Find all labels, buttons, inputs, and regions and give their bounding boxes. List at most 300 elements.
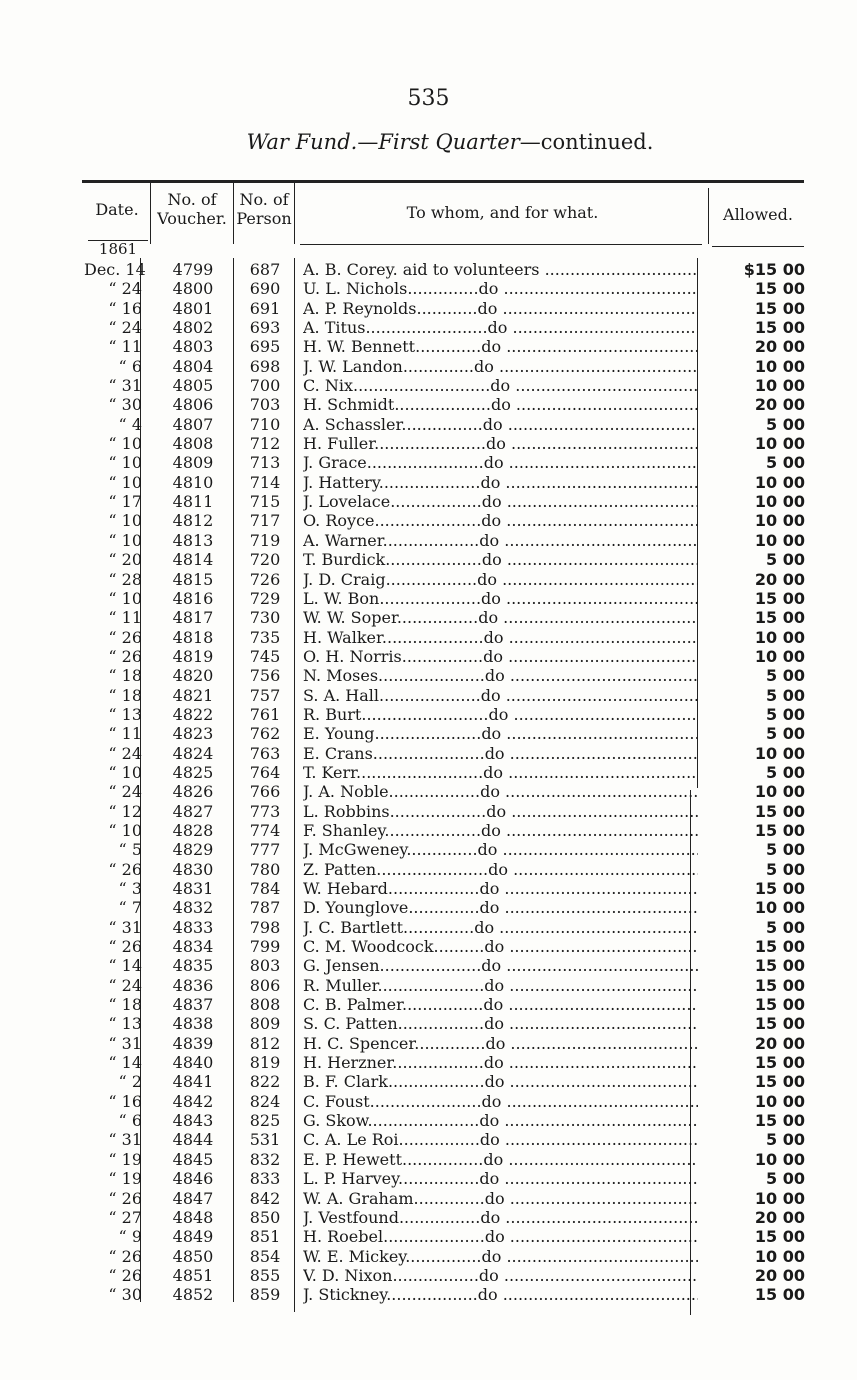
cell-person: 695 [249, 337, 281, 357]
cell-allowed: 10 00 [754, 472, 805, 492]
cell-name: H. W. Bennett.............do ..... [303, 337, 698, 356]
cell-name: T. Burdick...................do ..... [303, 550, 698, 569]
column-divider [708, 188, 709, 244]
cell-person: 762 [249, 724, 281, 744]
cell-name: A. B. Corey. aid to volunteers ..... [303, 260, 698, 279]
cell-voucher: 4822 [172, 704, 214, 724]
cell-date: Dec. 14 [84, 260, 146, 279]
cell-name: J. Hattery....................do ..... [303, 473, 698, 492]
cell-voucher: 4846 [172, 1169, 214, 1189]
cell-voucher: 4845 [172, 1149, 214, 1169]
cell-allowed: 5 00 [766, 840, 805, 860]
cell-date: “ 13 [108, 1014, 142, 1034]
cell-voucher: 4817 [172, 608, 214, 628]
cell-person: 859 [249, 1285, 281, 1305]
cell-person: 763 [249, 743, 281, 763]
header-date: Date. [95, 200, 139, 219]
cell-person: 780 [249, 859, 281, 879]
cell-allowed: 20 00 [754, 1033, 805, 1053]
header-underline [300, 244, 702, 245]
cell-allowed: 15 00 [754, 1285, 805, 1305]
cell-person: 713 [249, 453, 281, 473]
cell-date: “ 16 [108, 298, 142, 318]
table-row [0, 782, 857, 801]
table-row [0, 1111, 857, 1130]
cell-voucher: 4814 [172, 550, 214, 570]
table-row [0, 860, 857, 879]
table-row [0, 1208, 857, 1227]
cell-name: J. C. Bartlett..............do ..... [303, 918, 698, 937]
cell-date: “ 16 [108, 1091, 142, 1111]
cell-voucher: 4850 [172, 1246, 214, 1266]
table-row [0, 1150, 857, 1169]
cell-date: “ 27 [108, 1207, 142, 1227]
cell-voucher: 4811 [172, 492, 214, 512]
cell-person: 729 [249, 588, 281, 608]
table-top-rule [82, 180, 804, 183]
cell-allowed: 5 00 [766, 1169, 805, 1189]
cell-voucher: 4821 [172, 685, 214, 705]
cell-person: 715 [249, 492, 281, 512]
header-voucher-line2: Voucher. [157, 209, 227, 228]
cell-voucher: 4820 [172, 666, 214, 686]
cell-date: “ 2 [118, 1072, 142, 1092]
cell-name: O. Royce.....................do ..... [303, 511, 698, 530]
table-row [0, 1247, 857, 1266]
cell-name: G. Skow......................do ..... [303, 1111, 698, 1130]
cell-date: “ 31 [108, 917, 142, 937]
cell-person: 784 [249, 879, 281, 898]
cell-name: H. Schmidt...................do ..... [303, 395, 698, 414]
cell-name: J. Grace.......................do ..... [303, 453, 698, 472]
cell-date: “ 10 [108, 530, 142, 550]
cell-person: 726 [249, 569, 281, 589]
title-dash: — [357, 130, 379, 154]
cell-allowed: 5 00 [766, 704, 805, 724]
cell-name: U. L. Nichols..............do ..... [303, 279, 698, 298]
cell-voucher: 4804 [172, 356, 214, 376]
cell-date: “ 11 [108, 724, 142, 744]
cell-allowed: 10 00 [754, 376, 805, 396]
cell-voucher: 4802 [172, 318, 214, 338]
cell-person: 806 [249, 975, 281, 995]
cell-name: H. C. Spencer..............do ..... [303, 1034, 698, 1053]
cell-name: A. P. Reynolds............do ..... [303, 299, 698, 318]
table-row [0, 821, 857, 840]
cell-date: “ 31 [108, 376, 142, 396]
cell-allowed: 10 00 [754, 356, 805, 376]
cell-date: “ 19 [108, 1169, 142, 1189]
cell-name: R. Burt.........................do ..... [303, 705, 698, 724]
cell-voucher: 4852 [172, 1285, 214, 1305]
table-row [0, 608, 857, 627]
cell-date: “ 28 [108, 569, 142, 589]
cell-voucher: 4834 [172, 937, 214, 957]
cell-name: A. Warner...................do ..... [303, 531, 698, 550]
cell-name: E. P. Hewett................do ..... [303, 1150, 698, 1169]
cell-name: E. Crans......................do ..... [303, 744, 698, 763]
table-row [0, 1227, 857, 1246]
cell-date: “ 14 [108, 1053, 142, 1073]
cell-person: 761 [249, 704, 281, 724]
table-row [0, 956, 857, 975]
cell-name: O. H. Norris................do ..... [303, 647, 698, 666]
table-row [0, 260, 857, 279]
cell-voucher: 4810 [172, 472, 214, 492]
cell-person: 854 [249, 1246, 281, 1266]
table-row [0, 647, 857, 666]
cell-person: 698 [249, 356, 281, 376]
cell-voucher: 4842 [172, 1091, 214, 1111]
table-row [0, 589, 857, 608]
cell-person: 712 [249, 434, 281, 454]
table-row [0, 802, 857, 821]
table-row [0, 318, 857, 337]
cell-person: 773 [249, 801, 281, 821]
cell-voucher: 4851 [172, 1265, 214, 1285]
cell-voucher: 4813 [172, 530, 214, 550]
cell-allowed: 10 00 [754, 1091, 805, 1111]
cell-name: J. Lovelace..................do ..... [303, 492, 698, 511]
cell-person: 787 [249, 898, 281, 918]
cell-voucher: 4831 [172, 879, 214, 898]
cell-person: 833 [249, 1169, 281, 1189]
column-divider [150, 182, 151, 244]
cell-voucher: 4819 [172, 646, 214, 666]
cell-person: 745 [249, 646, 281, 666]
cell-allowed: 15 00 [754, 279, 805, 299]
table-row [0, 995, 857, 1014]
table-row [0, 279, 857, 298]
table-row [0, 724, 857, 743]
cell-voucher: 4849 [172, 1227, 214, 1247]
cell-allowed: 10 00 [754, 492, 805, 512]
cell-date: “ 24 [108, 743, 142, 763]
cell-name: J. A. Noble..................do ..... [303, 782, 698, 801]
cell-voucher: 4840 [172, 1053, 214, 1073]
cell-person: 808 [249, 995, 281, 1015]
cell-name: F. Shanley...................do ..... [303, 821, 698, 840]
cell-person: 777 [249, 840, 281, 860]
cell-date: “ 12 [108, 801, 142, 821]
table-row [0, 1092, 857, 1111]
table-row [0, 705, 857, 724]
table-row [0, 1266, 857, 1285]
cell-person: 719 [249, 530, 281, 550]
cell-name: N. Moses.....................do ..... [303, 666, 698, 685]
cell-date: “ 10 [108, 472, 142, 492]
table-row [0, 1072, 857, 1091]
cell-person: 774 [249, 820, 281, 840]
cell-allowed: 10 00 [754, 1246, 805, 1266]
cell-allowed: 5 00 [766, 666, 805, 686]
cell-date: “ 26 [108, 1265, 142, 1285]
cell-person: 824 [249, 1091, 281, 1111]
column-divider [294, 182, 295, 244]
table-row [0, 1053, 857, 1072]
cell-date: “ 10 [108, 820, 142, 840]
cell-voucher: 4827 [172, 801, 214, 821]
header-person [235, 190, 293, 228]
cell-allowed: 15 00 [754, 975, 805, 995]
cell-date: “ 24 [108, 318, 142, 338]
header-voucher-line1: No. of [167, 190, 217, 209]
table-row [0, 473, 857, 492]
cell-voucher: 4806 [172, 395, 214, 415]
cell-date: “ 13 [108, 704, 142, 724]
cell-voucher: 4815 [172, 569, 214, 589]
cell-date: “ 26 [108, 1246, 142, 1266]
cell-allowed: 5 00 [766, 762, 805, 782]
cell-date: “ 31 [108, 1033, 142, 1053]
table-row [0, 492, 857, 511]
cell-allowed: 15 00 [754, 298, 805, 318]
cell-date: “ 24 [108, 279, 142, 299]
table-row [0, 511, 857, 530]
cell-allowed: 10 00 [754, 782, 805, 802]
cell-name: J. W. Landon..............do ..... [303, 357, 698, 376]
cell-voucher: 4825 [172, 762, 214, 782]
cell-voucher: 4812 [172, 511, 214, 531]
cell-date: “ 6 [118, 1111, 142, 1131]
cell-allowed: 15 00 [754, 1227, 805, 1247]
cell-person: 720 [249, 550, 281, 570]
cell-name: D. Younglove..............do ..... [303, 898, 698, 917]
cell-name: E. Young.....................do ..... [303, 724, 698, 743]
title-fund: War Fund. [246, 130, 358, 154]
year-label: 1861 [98, 240, 138, 258]
cell-person: 691 [249, 298, 281, 318]
cell-name: H. Herzner..................do ..... [303, 1053, 698, 1072]
cell-allowed: 10 00 [754, 627, 805, 647]
cell-allowed: 10 00 [754, 1188, 805, 1208]
cell-person: 700 [249, 376, 281, 396]
cell-date: “ 10 [108, 762, 142, 782]
cell-allowed: 15 00 [754, 820, 805, 840]
cell-allowed: 15 00 [754, 956, 805, 976]
table-row [0, 918, 857, 937]
cell-name: H. Walker....................do ..... [303, 628, 698, 647]
cell-name: W. W. Soper................do ..... [303, 608, 698, 627]
cell-voucher: 4808 [172, 434, 214, 454]
table-row [0, 1034, 857, 1053]
page-number: 535 [407, 86, 450, 111]
cell-voucher: 4841 [172, 1072, 214, 1092]
cell-date: “ 26 [108, 627, 142, 647]
cell-date: “ 31 [108, 1130, 142, 1150]
cell-voucher: 4835 [172, 956, 214, 976]
cell-person: 764 [249, 762, 281, 782]
cell-name: J. McGweney..............do ..... [303, 840, 698, 859]
cell-voucher: 4838 [172, 1014, 214, 1034]
cell-voucher: 4839 [172, 1033, 214, 1053]
cell-allowed: 5 00 [766, 917, 805, 937]
cell-person: 717 [249, 511, 281, 531]
table-row [0, 395, 857, 414]
cell-person: 531 [249, 1130, 281, 1150]
cell-person: 757 [249, 685, 281, 705]
cell-voucher: 4807 [172, 414, 214, 434]
cell-allowed: 15 00 [754, 1014, 805, 1034]
table-row [0, 879, 857, 898]
table-row [0, 1169, 857, 1188]
cell-allowed: 20 00 [754, 569, 805, 589]
cell-allowed: 10 00 [754, 530, 805, 550]
cell-date: “ 3 [118, 879, 142, 898]
table-row [0, 570, 857, 589]
cell-date: “ 20 [108, 550, 142, 570]
table-row [0, 531, 857, 550]
header-allowed: Allowed. [723, 205, 793, 224]
cell-name: W. A. Graham..............do ..... [303, 1189, 698, 1208]
cell-allowed: 15 00 [754, 588, 805, 608]
cell-allowed: 15 00 [754, 318, 805, 338]
cell-voucher: 4800 [172, 279, 214, 299]
cell-voucher: 4836 [172, 975, 214, 995]
cell-name: Z. Patten......................do ..... [303, 860, 698, 879]
table-row [0, 1189, 857, 1208]
cell-voucher: 4843 [172, 1111, 214, 1131]
cell-person: 710 [249, 414, 281, 434]
cell-voucher: 4829 [172, 840, 214, 860]
cell-person: 825 [249, 1111, 281, 1131]
cell-date: “ 10 [108, 434, 142, 454]
cell-name: S. C. Patten.................do ..... [303, 1014, 698, 1033]
cell-person: 819 [249, 1053, 281, 1073]
cell-person: 703 [249, 395, 281, 415]
cell-voucher: 4828 [172, 820, 214, 840]
cell-date: “ 19 [108, 1149, 142, 1169]
cell-date: “ 17 [108, 492, 142, 512]
cell-allowed: 5 00 [766, 859, 805, 879]
table-row [0, 1130, 857, 1149]
cell-allowed: 20 00 [754, 1265, 805, 1285]
cell-date: “ 14 [108, 956, 142, 976]
table-row [0, 666, 857, 685]
cell-voucher: 4816 [172, 588, 214, 608]
table-row [0, 1285, 857, 1304]
header-whom: To whom, and for what. [406, 203, 599, 222]
page-title [0, 130, 857, 154]
cell-date: “ 18 [108, 666, 142, 686]
cell-voucher: 4844 [172, 1130, 214, 1150]
cell-date: “ 18 [108, 995, 142, 1015]
cell-name: S. A. Hall....................do ..... [303, 686, 698, 705]
cell-person: 693 [249, 318, 281, 338]
cell-allowed: 20 00 [754, 1207, 805, 1227]
cell-name: H. Fuller......................do ..... [303, 434, 698, 453]
table-row [0, 550, 857, 569]
cell-allowed: 5 00 [766, 1130, 805, 1150]
table-row [0, 1014, 857, 1033]
cell-date: “ 26 [108, 859, 142, 879]
cell-person: 822 [249, 1072, 281, 1092]
cell-name: J. D. Craig..................do ..... [303, 570, 698, 589]
cell-name: L. P. Harvey................do ..... [303, 1169, 698, 1188]
cell-voucher: 4823 [172, 724, 214, 744]
table-row [0, 840, 857, 859]
cell-date: “ 11 [108, 608, 142, 628]
cell-date: “ 11 [108, 337, 142, 357]
cell-name: L. W. Bon....................do ..... [303, 589, 698, 608]
cell-allowed: 10 00 [754, 646, 805, 666]
cell-person: 735 [249, 627, 281, 647]
cell-name: C. Foust......................do ..... [303, 1092, 698, 1111]
cell-allowed: 15 00 [754, 879, 805, 898]
table-row [0, 453, 857, 472]
cell-date: “ 7 [118, 898, 142, 918]
cell-person: 851 [249, 1227, 281, 1247]
table-row [0, 976, 857, 995]
header-person-line2: Person [236, 209, 292, 228]
cell-name: G. Jensen....................do ..... [303, 956, 698, 975]
cell-date: “ 4 [118, 414, 142, 434]
table-row [0, 337, 857, 356]
cell-person: 799 [249, 937, 281, 957]
cell-voucher: 4824 [172, 743, 214, 763]
cell-date: “ 30 [108, 1285, 142, 1305]
cell-date: “ 10 [108, 588, 142, 608]
cell-person: 798 [249, 917, 281, 937]
cell-date: “ 6 [118, 356, 142, 376]
cell-name: V. D. Nixon.................do ..... [303, 1266, 698, 1285]
table-row [0, 686, 857, 705]
table-row [0, 415, 857, 434]
cell-allowed: 15 00 [754, 995, 805, 1015]
cell-name: L. Robbins...................do ..... [303, 802, 698, 821]
cell-voucher: 4805 [172, 376, 214, 396]
cell-name: B. F. Clark...................do ..... [303, 1072, 698, 1091]
cell-person: 855 [249, 1265, 281, 1285]
cell-voucher: 4830 [172, 859, 214, 879]
cell-allowed: 20 00 [754, 337, 805, 357]
cell-name: C. Nix...........................do ..... [303, 376, 698, 395]
cell-voucher: 4818 [172, 627, 214, 647]
title-quarter: First Quarter [378, 130, 520, 154]
cell-allowed: 10 00 [754, 511, 805, 531]
cell-name: A. Titus........................do ..... [303, 318, 698, 337]
cell-date: “ 24 [108, 975, 142, 995]
cell-allowed: 5 00 [766, 414, 805, 434]
table-row [0, 357, 857, 376]
cell-allowed: $15 00 [743, 260, 805, 279]
cell-date: “ 5 [118, 840, 142, 860]
cell-date: “ 30 [108, 395, 142, 415]
cell-date: “ 26 [108, 646, 142, 666]
cell-allowed: 10 00 [754, 898, 805, 918]
cell-person: 842 [249, 1188, 281, 1208]
cell-voucher: 4809 [172, 453, 214, 473]
cell-person: 803 [249, 956, 281, 976]
cell-date: “ 18 [108, 685, 142, 705]
cell-person: 690 [249, 279, 281, 299]
cell-allowed: 15 00 [754, 608, 805, 628]
cell-allowed: 5 00 [766, 550, 805, 570]
cell-date: “ 10 [108, 453, 142, 473]
cell-date: “ 24 [108, 782, 142, 802]
cell-allowed: 15 00 [754, 937, 805, 957]
table-row [0, 898, 857, 917]
cell-voucher: 4801 [172, 298, 214, 318]
cell-allowed: 10 00 [754, 434, 805, 454]
cell-allowed: 10 00 [754, 743, 805, 763]
title-continued: —continued. [519, 130, 654, 154]
cell-person: 812 [249, 1033, 281, 1053]
cell-name: W. E. Mickey...............do ..... [303, 1247, 698, 1266]
cell-name: W. Hebard..................do ..... [303, 879, 698, 898]
cell-voucher: 4799 [172, 260, 214, 279]
cell-name: C. M. Woodcock..........do ..... [303, 937, 698, 956]
